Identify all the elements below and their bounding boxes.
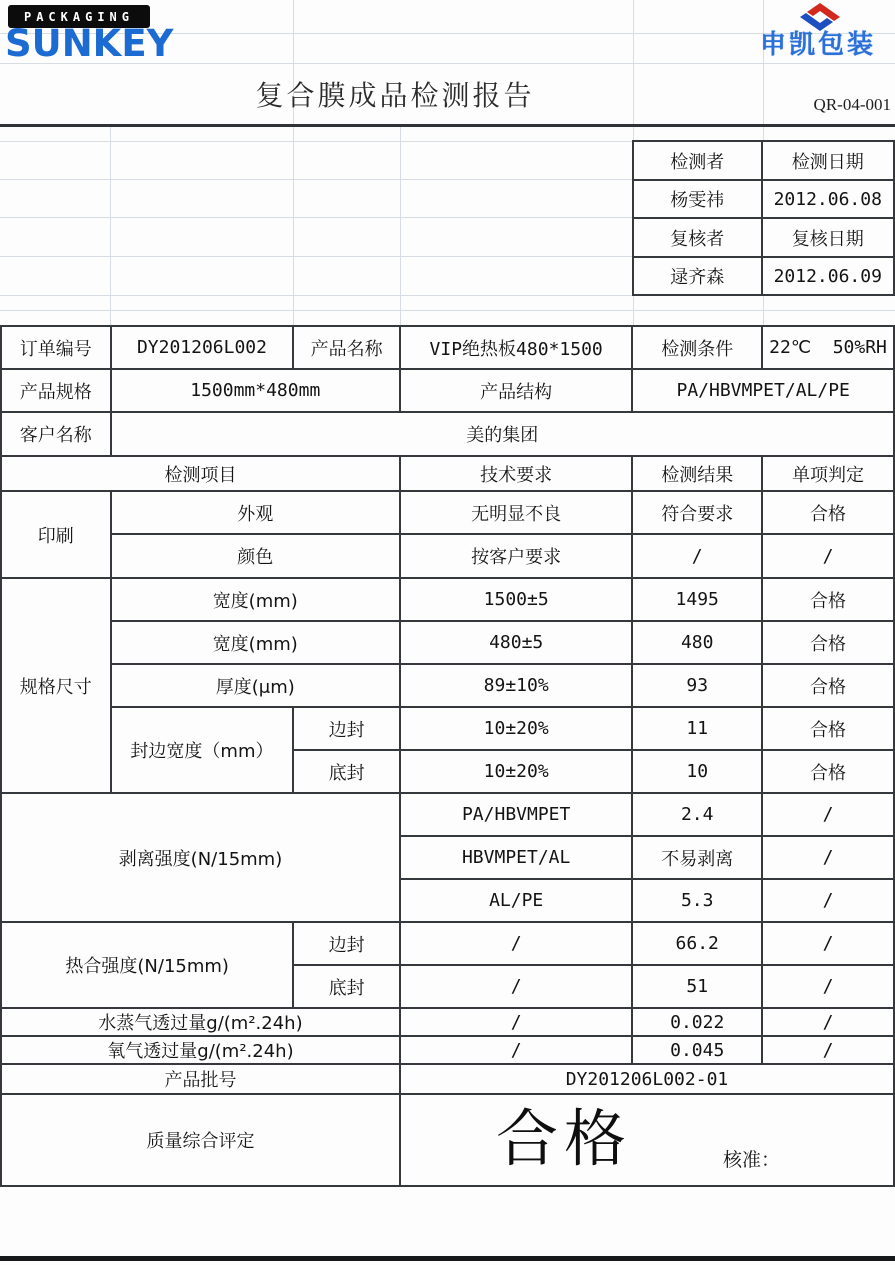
table-header-row [1,456,894,491]
batch-label: 产品批号 [1,1064,400,1094]
item-appearance: 外观 [111,491,400,534]
width2-jud: 合格 [762,621,894,664]
table-row [1,534,894,578]
peel2-layer: HBVMPET/AL [400,836,632,879]
shenkai-label: 申凯包装 [759,30,876,60]
inspector-name: 杨雯祎 [633,180,762,218]
peel3-jud: / [762,879,894,922]
item-otr: 氧气透过量g/(m².24h) [1,1036,400,1064]
table-row [1,922,894,965]
color-req: 按客户要求 [400,534,632,578]
table-row [1,1008,894,1036]
color-jud: / [762,534,894,578]
item-bottom-seal: 底封 [293,750,400,793]
table-row [1,326,894,369]
bottom-seal-res: 10 [632,750,762,793]
peel1-jud: / [762,793,894,836]
group-print: 印刷 [1,491,111,578]
peel1-layer: PA/HBVMPET [400,793,632,836]
heat-bottom-req: / [400,965,632,1008]
grid-line [0,256,633,257]
review-date: 2012.06.09 [762,257,895,295]
appearance-res: 符合要求 [632,491,762,534]
otr-res: 0.045 [632,1036,762,1064]
thickness-res: 93 [632,664,762,707]
structure-label: 产品结构 [400,369,632,412]
otr-jud: / [762,1036,894,1064]
approve-label: 核准： [722,1149,780,1171]
side-seal-req: 10±20% [400,707,632,750]
reviewer-name: 逯齐森 [633,257,762,295]
grid-line [0,310,895,311]
item-width2: 宽度(mm) [111,621,400,664]
grid-line [633,0,634,140]
item-width1: 宽度(mm) [111,578,400,621]
grid-line [0,295,633,296]
bottom-seal-jud: 合格 [762,750,894,793]
item-heat-side: 边封 [293,922,400,965]
item-thickness: 厚度(μm) [111,664,400,707]
wvtr-res: 0.022 [632,1008,762,1036]
wvtr-req: / [400,1008,632,1036]
table-row [1,1094,894,1186]
table-row [1,621,894,664]
reviewer-label: 复核者 [633,218,762,257]
col-header-judgement: 单项判定 [762,456,894,491]
condition-value: 22℃ 50%RH [762,326,894,369]
col-header-item: 检测项目 [1,456,400,491]
wvtr-jud: / [762,1008,894,1036]
heat-bottom-jud: / [762,965,894,1008]
table-row [1,491,894,534]
inspect-date-label: 检测日期 [762,141,895,180]
width1-jud: 合格 [762,578,894,621]
bottom-seal-req: 10±20% [400,750,632,793]
sunkey-wordmark [5,22,174,65]
thickness-jud: 合格 [762,664,894,707]
table-row [1,793,894,836]
packaging-label: PACKAGING [23,10,135,24]
inspector-label: 检测者 [633,141,762,180]
group-peel-strength: 剥离强度(N/15mm) [1,793,400,922]
group-heat-seal: 热合强度(N/15mm) [1,922,293,1008]
spec-value: 1500mm*480mm [111,369,400,412]
final-judgement-cell [400,1094,894,1186]
customer-value: 美的集团 [111,412,894,456]
item-color: 颜色 [111,534,400,578]
table-row [1,412,894,456]
width1-req: 1500±5 [400,578,632,621]
heat-side-jud: / [762,922,894,965]
peel3-layer: AL/PE [400,879,632,922]
sign-table [632,140,895,296]
group-seal-width: 封边宽度（mm） [111,707,294,793]
color-res: / [632,534,762,578]
final-judgement-label: 质量综合评定 [1,1094,400,1186]
table-row [1,1064,894,1094]
bottom-border [0,1256,895,1261]
heat-side-req: / [400,922,632,965]
appearance-jud: 合格 [762,491,894,534]
table-row [1,664,894,707]
order-no-label: 订单编号 [1,326,111,369]
col-header-result: 检测结果 [632,456,762,491]
heat-bottom-res: 51 [632,965,762,1008]
side-seal-res: 11 [632,707,762,750]
page-title: 复合膜成品检测报告 [255,79,535,112]
order-no: DY201206L002 [111,326,294,369]
side-seal-jud: 合格 [762,707,894,750]
width2-res: 480 [632,621,762,664]
item-wvtr: 水蒸气透过量g/(m².24h) [1,1008,400,1036]
review-date-label: 复核日期 [762,218,895,257]
grid-line [0,141,633,142]
peel2-res: 不易剥离 [632,836,762,879]
group-size: 规格尺寸 [1,578,111,793]
col-header-requirement: 技术要求 [400,456,632,491]
structure-value: PA/HBVMPET/AL/PE [632,369,894,412]
width1-res: 1495 [632,578,762,621]
shenkai-wordmark [742,31,894,59]
peel3-res: 5.3 [632,879,762,922]
peel1-res: 2.4 [632,793,762,836]
heat-side-res: 66.2 [632,922,762,965]
table-row [1,707,894,750]
otr-req: / [400,1036,632,1064]
customer-label: 客户名称 [1,412,111,456]
width2-req: 480±5 [400,621,632,664]
grid-line [0,217,633,218]
condition-label: 检测条件 [632,326,762,369]
grid-line [0,179,633,180]
table-row [1,1036,894,1064]
table-row [1,369,894,412]
doc-number: QR-04-001 [813,95,891,114]
table-row [1,578,894,621]
item-side-seal: 边封 [293,707,400,750]
shenkai-s-icon [795,2,845,32]
title-separator [0,124,895,127]
batch-value: DY201206L002-01 [400,1064,894,1094]
final-judgement-value: 合格 [495,1102,632,1175]
thickness-req: 89±10% [400,664,632,707]
item-heat-bottom: 底封 [293,965,400,1008]
spec-label: 产品规格 [1,369,111,412]
grid-line [763,0,764,140]
sunkey-label: SUNKEY [5,22,174,65]
report-table [0,325,895,1187]
product-name: VIP绝热板480*1500 [400,326,632,369]
product-name-label: 产品名称 [293,326,400,369]
appearance-req: 无明显不良 [400,491,632,534]
peel2-jud: / [762,836,894,879]
inspect-date: 2012.06.08 [762,180,895,218]
